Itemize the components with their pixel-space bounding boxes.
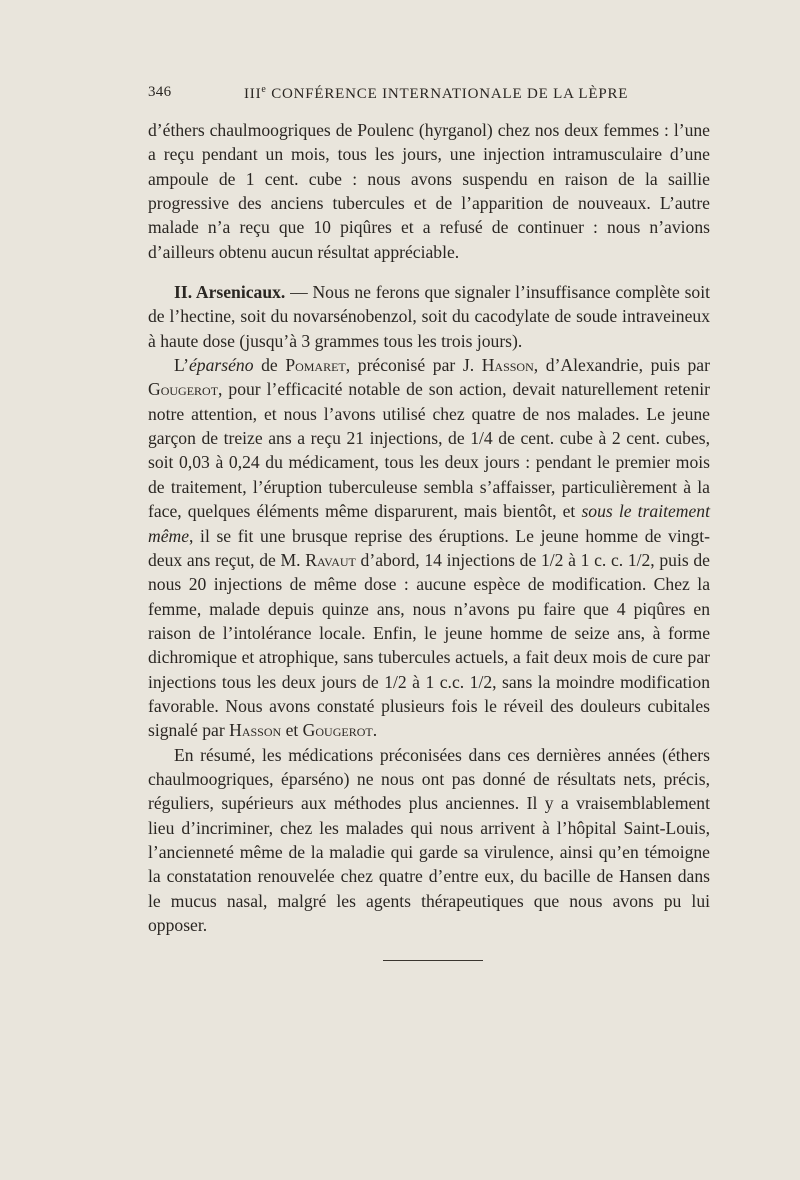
paragraph-eparseno: L’éparséno de Pomaret, préconisé par J. Hasson, d’Alexandrie, puis par Gougerot, pour l’efficacité notable de son action, devait naturellement retenir notre attention, et nous l’avons utilisé chez quatre de nos malades. Le jeune garçon de treize ans a reçu 21 injections, de 1/4 de cent. cube à 2 cent. cubes, soit 0,03 à 0,24 du médicament, tous les deux jours : pendant le premier mois de traitement, l’éruption tuberculeuse sembla s’affaisser, particulièrement à la face, quelques éléments même disparurent, mais bientôt, et sous le traitement même, il se fit une brusque reprise des éruptions. Le jeune homme de vingt-deux ans reçut, de M. Ravaut d’abord, 14 injections de 1/2 à 1 c. c. 1/2, puis de nous 20 injections de même dose : aucune espèce de modification. Chez la femme, malade depuis quinze ans, nous n’avons pu faire que 4 piqûres en raison de l’intolérance locale. Enfin, le jeune homme de seize ans, à forme dichromique et atrophique, sans tubercules actuels, a fait deux mois de cure par injections tous les deux jours de 1/2 à 1 c.c. 1/2, sans la moindre modification favorable. Nous avons constaté plusieurs fois le réveil des douleurs cubitales signalé par Hasson et Gougerot. bbox=[148, 355, 710, 741]
running-title: IIIe CONFÉRENCE INTERNATIONALE DE LA LÈPRE bbox=[244, 84, 629, 102]
section-heading: II. Arsenicaux. bbox=[174, 282, 286, 303]
paragraph-arsenicaux: II. Arsenicaux. — Nous ne ferons que signaler l’insuffisance complète soit de l’hectine, soit du novarsénobenzol, soit du cacodylate de soude intraveineux à haute dose (jusqu’à 3 grammes tous les trois jours). bbox=[148, 282, 710, 351]
end-rule bbox=[383, 960, 483, 961]
paragraph-hyrganol: d’éthers chaulmoogriques de Poulenc (hyrganol) chez nos deux femmes : l’une a reçu pendant un mois, tous les jours, une injection intramusculaire d’une ampoule de 1 cent. cube : nous avons suspendu en raison de la saillie progressive des anciens tubercules et de l’apparition de nouveaux. L’autre malade n’a reçu que 10 piqûres et a refusé de continuer : nous n’avions d’ailleurs obtenu aucun résultat appréciable. bbox=[148, 120, 710, 262]
page-number: 346 bbox=[148, 84, 172, 100]
body-text bbox=[148, 118, 710, 937]
paragraph-resume: En résumé, les médications préconisées dans ces dernières années (éthers chaulmoogriques, éparséno) ne nous ont pas donné de résultats nets, précis, réguliers, supérieurs aux méthodes plus anciennes. Il y a vraisemblablement lieu d’incriminer, chez les malades qui nous arrivent à l’hôpital Saint-Louis, l’ancienneté même de la maladie qui garde sa virulence, ainsi qu’en témoigne la constatation renouvelée chez quatre d’entre eux, du bacille de Hansen dans le mucus nasal, malgré les agents thérapeutiques que nous avons pu lui opposer. bbox=[148, 744, 710, 935]
